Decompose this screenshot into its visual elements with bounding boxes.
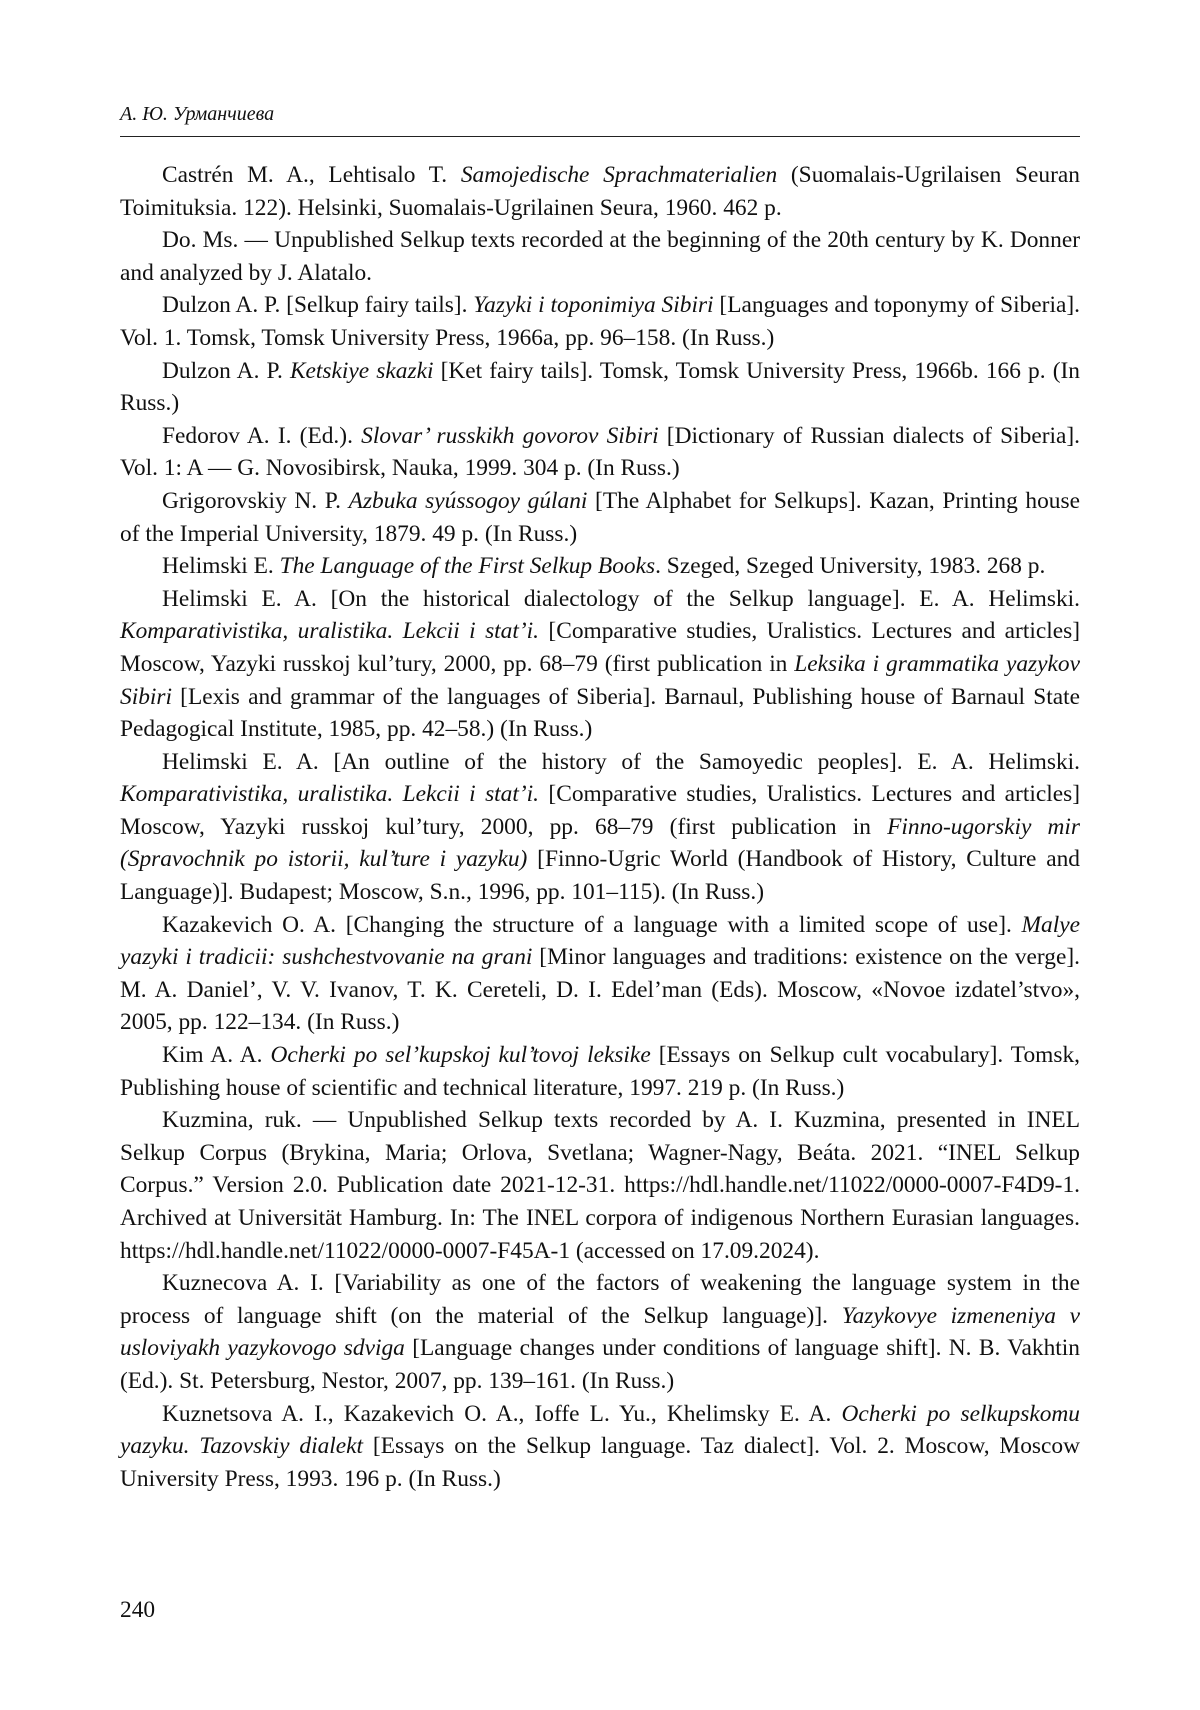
reference-text: [Comparative studies, Uralistics. Lectures and articles] Moscow, Yazyki russkoj kul’tury, 2000, pp. 68–79 (first publication in: [120, 618, 1080, 677]
reference-text: Helimski E. A. [On the historical dialectology of the Selkup language]. E. A. Helimski.: [162, 585, 1080, 612]
running-head: А. Ю. Урманчиева: [120, 103, 275, 125]
reference-entry-kuzmina: [120, 1104, 1080, 1267]
reference-entry-kuznecova: [120, 1267, 1080, 1397]
reference-entry-dulzon-1966a: [120, 289, 1080, 354]
reference-title: Azbuka syússogoy gúlani: [348, 487, 588, 514]
reference-entry-kuznetsova-1993: [120, 1398, 1080, 1496]
reference-text: [The Alphabet for Selkups]. Kazan, Printing house of the Imperial University, 1879. 49 p. (In Russ.): [120, 487, 1080, 547]
reference-title: Ketskiye skazki: [289, 357, 434, 384]
reference-text: Helimski E. A. [An outline of the history of the Samoyedic peoples]. E. A. Helimski.: [162, 748, 1080, 775]
reference-title: Malye yazyki i tradicii: sushchestvovanie na grani: [120, 911, 1080, 971]
page-number: 240: [120, 1597, 156, 1623]
reference-text: . Szeged, Szeged University, 1983. 268 p.: [655, 553, 1046, 580]
reference-entry-fedorov: [120, 420, 1080, 485]
reference-text: [Lexis and grammar of the languages of Siberia]. Barnaul, Publishing house of Barnaul State Pedagogical Institute, 1985, pp. 42–58.) (In Russ.): [120, 683, 1080, 743]
reference-text: (Suomalais-Ugrilaisen Seuran Toimituksia. 122). Helsinki, Suomalais-Ugrilainen Seura, 1960. 462 p.: [120, 162, 1080, 221]
reference-text: [Ket fairy tails]. Tomsk, Tomsk University Press, 1966b. 166 p. (In Russ.): [120, 357, 1080, 417]
reference-entry-helimski-2000b: [120, 746, 1080, 909]
reference-text: Dulzon A. P. [Selkup fairy tails].: [162, 292, 474, 319]
reference-text: [Minor languages and traditions: existence on the verge]. M. A. Daniel’, V. V. Ivanov, T. K. Cereteli, D. I. Edel’man (Eds). Moscow, «Novoe izdatel’stvo», 2005, pp. 122–134. (In Russ.): [120, 944, 1080, 1036]
reference-title: The Language of the First Selkup Books: [279, 553, 656, 580]
reference-text: [Language changes under conditions of language shift]. N. B. Vakhtin (Ed.). St. Petersburg, Nestor, 2007, pp. 139–161. (In Russ.): [120, 1335, 1080, 1394]
reference-entry-castren: [120, 159, 1080, 224]
reference-title: Samojedische Sprachmaterialien: [460, 162, 778, 188]
reference-entry-do-ms: [120, 224, 1080, 289]
reference-title: Yazykovye izmeneniya v usloviyakh yazykovogo sdviga: [120, 1302, 1080, 1362]
reference-text: [Comparative studies, Uralistics. Lectures and articles] Moscow, Yazyki russkoj kul’tury, 2000, pp. 68–79 (first publication in: [120, 781, 1080, 840]
reference-title: Ocherki po sel’kupskoj kul’tovoj leksike: [270, 1042, 651, 1069]
reference-title: Slovar’ russkikh govorov Sibiri: [361, 422, 659, 449]
reference-text: Grigorovskiy N. P.: [162, 487, 349, 514]
reference-title: Yazyki i toponimiya Sibiri: [473, 292, 714, 319]
reference-text: [Languages and toponymy of Siberia]. Vol. 1. Tomsk, Tomsk University Press, 1966a, pp. 96–158. (In Russ.): [120, 292, 1080, 351]
reference-entry-dulzon-1966b: [120, 355, 1080, 420]
reference-text: Kuznecova A. I. [Variability as one of the factors of weakening the language system in the process of language shift (on the material of the Selkup language)].: [120, 1270, 1080, 1329]
reference-text: [Essays on Selkup cult vocabulary]. Tomsk, Publishing house of scientific and technical literature, 1997. 219 p. (In Russ.): [120, 1042, 1080, 1101]
reference-text: Castrén M. A., Lehtisalo T.: [162, 162, 461, 188]
reference-text: Dulzon A. P.: [162, 357, 290, 384]
reference-entry-kazakevich: [120, 909, 1080, 1039]
reference-title: Komparativistika, uralistika. Lekcii i stat’i.: [120, 618, 540, 645]
reference-entry-helimski-1983: [120, 550, 1080, 583]
reference-entry-grigorovskiy: [120, 485, 1080, 550]
reference-text: Kim A. A.: [162, 1042, 271, 1069]
reference-text: Kuznetsova A. I., Kazakevich O. A., Ioffe L. Yu., Khelimsky E. A.: [162, 1400, 842, 1427]
reference-entry-kim: [120, 1039, 1080, 1104]
reference-title: Finno-ugorskiy mir (Spravochnik po istorii, kul’ture i yazyku): [120, 813, 1080, 873]
reference-list: [120, 159, 1080, 1495]
reference-text: [Dictionary of Russian dialects of Siberia]. Vol. 1: A — G. Novosibirsk, Nauka, 1999. 304 p. (In Russ.): [120, 422, 1081, 482]
reference-title: Ocherki po selkupskomu yazyku. Tazovskiy dialekt: [120, 1400, 1080, 1460]
reference-text: Fedorov A. I. (Ed.).: [162, 422, 362, 449]
reference-text: [Essays on the Selkup language. Taz dialect]. Vol. 2. Moscow, Moscow University Press, 1993. 196 p. (In Russ.): [120, 1433, 1081, 1492]
header-rule: [120, 136, 1080, 137]
reference-text: Helimski E.: [162, 553, 280, 580]
reference-text: Kuzmina, ruk. — Unpublished Selkup texts recorded by A. I. Kuzmina, presented in INEL Selkup Corpus (Brykina, Maria; Orlova, Svetlana; Wagner-Nagy, Beáta. 2021. “INEL Selkup Corpus.” Version 2.0. Publication date 2021-12-31. https://hdl.handle.net/11022/0000-0007-F4D9-1. Archived at Universität Hamburg. In: The INEL corpora of indigenous Northern Eurasian languages. https://hdl.handle.net/11022/0000-0007-F45A-1 (accessed on 17.09.2024).: [120, 1107, 1080, 1264]
reference-title: Leksika i grammatika yazykov Sibiri: [120, 650, 1080, 710]
reference-entry-helimski-2000a: [120, 583, 1080, 746]
reference-text: Do. Ms. — Unpublished Selkup texts recorded at the beginning of the 20th century by K. Donner and analyzed by J. Alatalo.: [120, 227, 1080, 286]
reference-text: [Finno-Ugric World (Handbook of History, Culture and Language)]. Budapest; Moscow, S.n., 1996, pp. 101–115). (In Russ.): [120, 846, 1080, 906]
reference-text: Kazakevich O. A. [Changing the structure of a language with a limited scope of use].: [162, 911, 1022, 938]
reference-title: Komparativistika, uralistika. Lekcii i stat’i.: [120, 781, 540, 808]
